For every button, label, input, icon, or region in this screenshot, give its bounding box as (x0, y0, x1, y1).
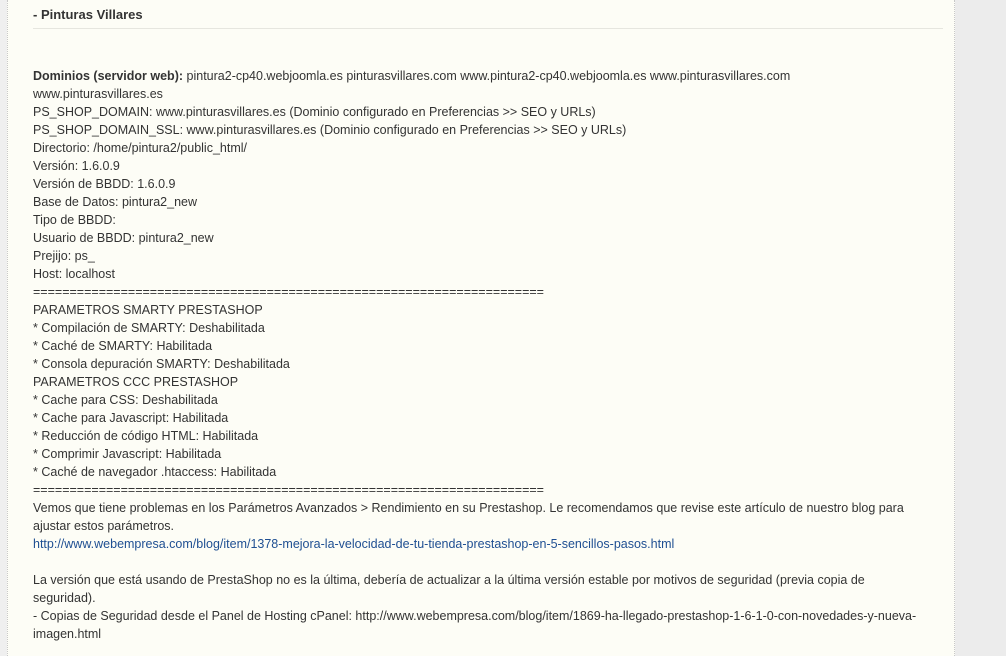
scrollbar-area (955, 0, 1006, 656)
section-title: - Pinturas Villares (33, 7, 143, 22)
backup-note-line: imagen.html (33, 627, 102, 641)
dominios-value: pintura2-cp40.webjoomla.es pinturasvillares.com www.pintura2-cp40.webjoomla.es www.pinturasvillares.com (186, 69, 791, 83)
info-line: Versión de BBDD: 1.6.0.9 (33, 177, 176, 191)
smarty-line: * Cache para Javascript: Habilitada (33, 411, 229, 425)
smarty-line: * Compilación de SMARTY: Deshabilitada (33, 321, 265, 335)
separator-line: ====================================================================== (33, 483, 544, 497)
info-line: Base de Datos: pintura2_new (33, 195, 197, 209)
separator-line: ====================================================================== (33, 285, 544, 299)
smarty-line: PARAMETROS SMARTY PRESTASHOP (33, 303, 263, 317)
smarty-line: * Caché de SMARTY: Habilitada (33, 339, 213, 353)
version-note-line: seguridad). (33, 591, 96, 605)
info-line: PS_SHOP_DOMAIN_SSL: www.pinturasvillares.es (Dominio configurado en Preferencias >> SEO y URLs) (33, 123, 627, 137)
smarty-line: * Comprimir Javascript: Habilitada (33, 447, 222, 461)
advice-line: ajustar estos parámetros. (33, 519, 175, 533)
info-line: Usuario de BBDD: pintura2_new (33, 231, 214, 245)
title-divider (33, 28, 943, 29)
blog-article-link[interactable]: http://www.webempresa.com/blog/item/1378-mejora-la-velocidad-de-tu-tienda-prestashop-en-5-sencillos-pasos.html (33, 537, 675, 551)
info-line: Versión: 1.6.0.9 (33, 159, 120, 173)
smarty-line: PARAMETROS CCC PRESTASHOP (33, 375, 239, 389)
dominios-line (33, 67, 945, 85)
smarty-line: * Consola depuración SMARTY: Deshabilitada (33, 357, 290, 371)
version-note-line: La versión que está usando de PrestaShop no es la última, debería de actualizar a la última versión estable por motivos de seguridad (previa copia de (33, 573, 865, 587)
spacer (33, 553, 945, 571)
advice-line: Vemos que tiene problemas en los Parámetros Avanzados > Rendimiento en su Prestashop. Le recomendamos que revise este artículo de nuestro blog para (33, 501, 904, 515)
report-content (33, 67, 945, 643)
dominios-value-2: www.pinturasvillares.es (33, 87, 163, 101)
info-line: Directorio: /home/pintura2/public_html/ (33, 141, 247, 155)
smarty-line: * Caché de navegador .htaccess: Habilitada (33, 465, 277, 479)
smarty-line: * Cache para CSS: Deshabilitada (33, 393, 218, 407)
dominios-label: Dominios (servidor web): (33, 69, 184, 83)
backup-note-line: - Copias de Seguridad desde el Panel de Hosting cPanel: http://www.webempresa.com/blog/item/1869-ha-llegado-prestashop-1-6-1-0-con-novedades-y-nueva- (33, 609, 917, 623)
smarty-line: * Reducción de código HTML: Habilitada (33, 429, 259, 443)
info-line: Host: localhost (33, 267, 115, 281)
info-line: Prejijo: ps_ (33, 249, 95, 263)
info-line: Tipo de BBDD: (33, 213, 116, 227)
info-line: PS_SHOP_DOMAIN: www.pinturasvillares.es (Dominio configurado en Preferencias >> SEO y URLs) (33, 105, 596, 119)
